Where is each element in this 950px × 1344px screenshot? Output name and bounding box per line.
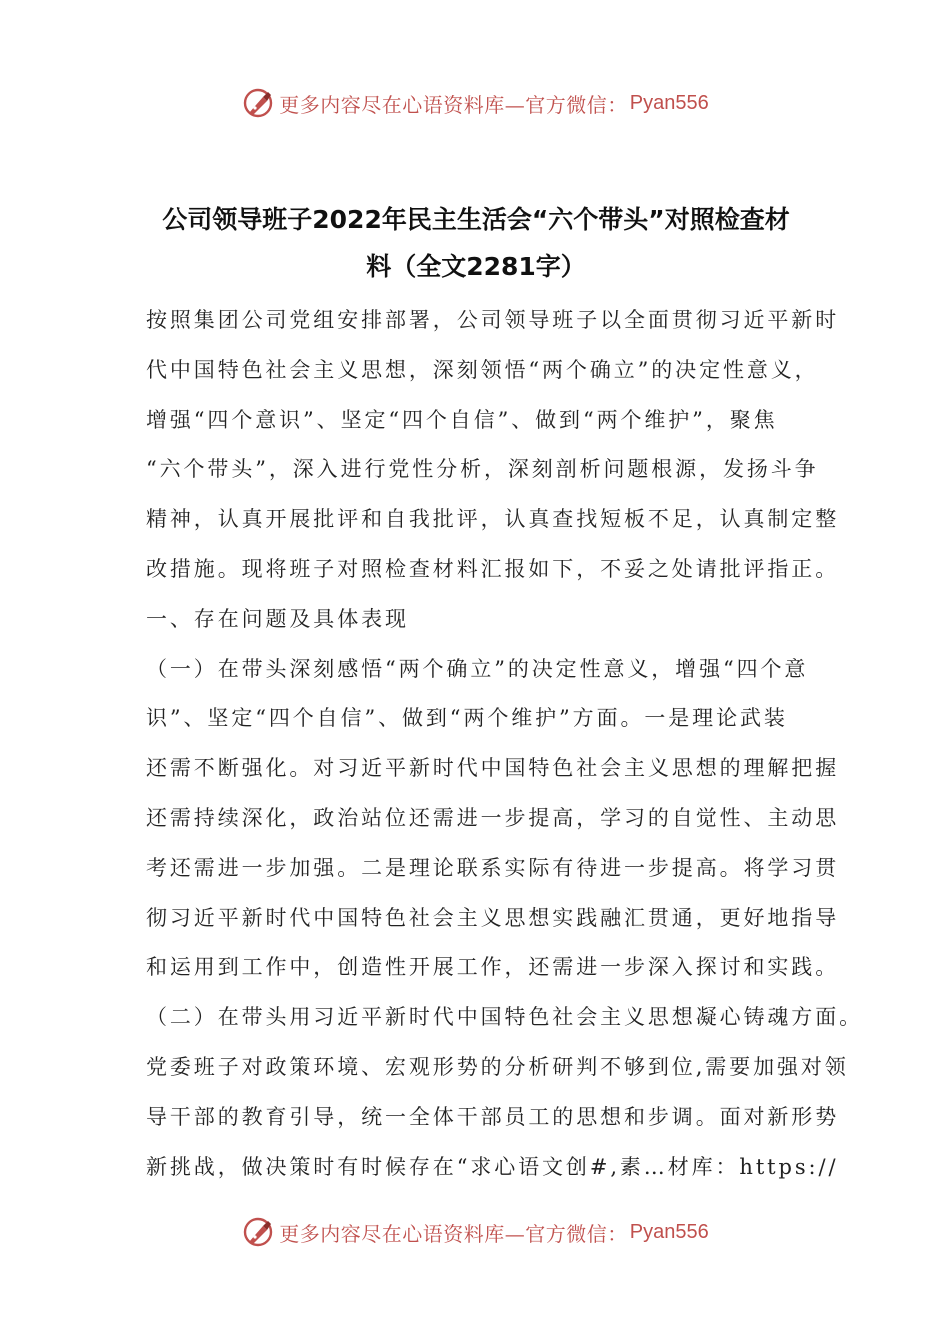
watermark-wechat-id: Pyan556 (629, 1220, 709, 1243)
body-line: （一）在带头深刻感悟“两个确立”的决定性意义，增强“四个意 (146, 656, 809, 681)
watermark-footer (0, 1212, 950, 1252)
body-line: 按照集团公司党组安排部署，公司领导班子以全面贯彻习近平新时 (146, 308, 840, 332)
body-line: 精神，认真开展批评和自我批评，认真查找短板不足，认真制定整 (146, 507, 840, 532)
body-line: 和运用到工作中，创造性开展工作，还需进一步深入探讨和实践。 (146, 955, 840, 980)
watermark-wechat-id: Pyan556 (629, 91, 709, 114)
body-line: 党委班子对政策环境、宏观形势的分析研判不够到位,需要加强对领 (146, 1054, 849, 1079)
body-line: 考还需进一步加强。二是理论联系实际有待进一步提高。将学习贯 (146, 855, 840, 880)
watermark-text: 更多内容尽在心语资料库—官方微信： (279, 92, 628, 117)
pen-nib-logo-icon (241, 1215, 275, 1249)
body-line: （二）在带头用习近平新时代中国特色社会主义思想凝心铸魂方面。 (146, 1005, 863, 1030)
body-line: 还需持续深化，政治站位还需进一步提高，学习的自觉性、主动思 (146, 805, 840, 830)
watermark-text: 更多内容尽在心语资料库—官方微信： (279, 1221, 628, 1246)
body-line: 代中国特色社会主义思想，深刻领悟“两个确立”的决定性意义， (146, 357, 819, 382)
document-title (146, 196, 806, 290)
title-line: 料（全文2281字） (366, 252, 586, 281)
body-line: 导干部的教育引导，统一全体干部员工的思想和步调。面对新形势 (146, 1104, 840, 1129)
document-body (146, 296, 863, 1192)
body-line: 还需不断强化。对习近平新时代中国特色社会主义思想的理解把握 (146, 756, 840, 781)
body-line: 识”、坚定“四个自信”、做到“两个维护”方面。一是理论武装 (146, 706, 788, 731)
body-line: 改措施。现将班子对照检查材料汇报如下，不妥之处请批评指正。 (146, 556, 840, 581)
body-line: 新挑战，做决策时有时候存在“求心语文创#,素…材库：https:// (146, 1154, 839, 1179)
body-line: 彻习近平新时代中国特色社会主义思想实践融汇贯通，更好地指导 (146, 905, 840, 930)
body-line: “六个带头”，深入进行党性分析，深刻剖析问题根源，发扬斗争 (146, 457, 819, 482)
watermark-header (0, 83, 950, 123)
body-line: 增强“四个意识”、坚定“四个自信”、做到“两个维护”，聚焦 (146, 407, 778, 432)
title-line: 公司领导班子2022年民主生活会“六个带头”对照检查材 (162, 205, 790, 234)
section-heading: 一、存在问题及具体表现 (146, 606, 409, 631)
pen-nib-logo-icon (241, 86, 275, 120)
